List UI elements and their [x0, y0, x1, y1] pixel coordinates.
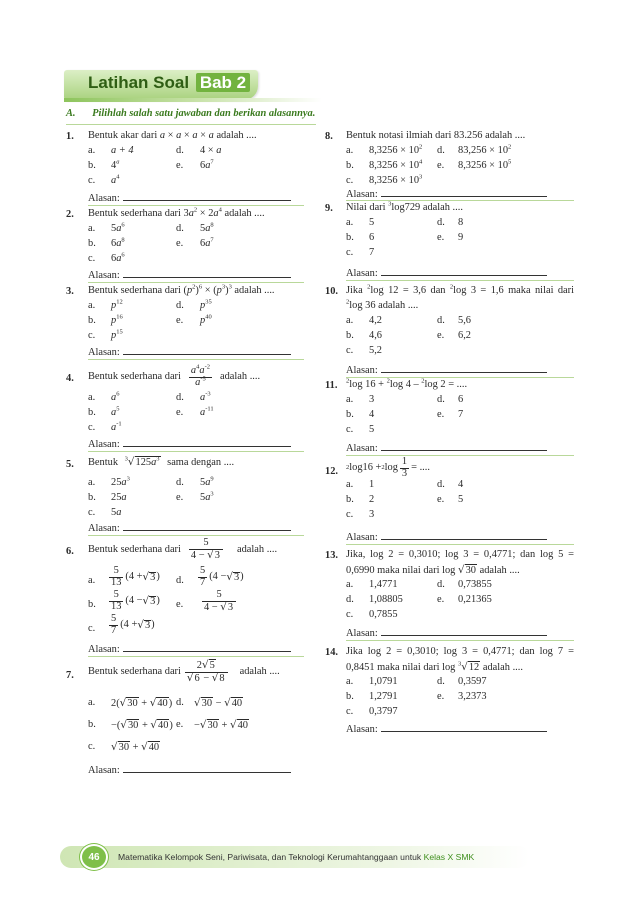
alasan-field[interactable] — [88, 765, 291, 776]
option-d[interactable]: d. — [437, 217, 445, 228]
option-c-value: $\frac{5}{7}$ (4 + √ 3 ) — [111, 613, 155, 636]
option-e-value: 9 — [458, 232, 464, 243]
question-text-before: Bentuk — [88, 457, 119, 468]
option-d-value: $a^{-3}$ — [200, 390, 211, 403]
question-text-after: adalah .... — [219, 371, 261, 383]
alasan-label: Alasan: — [88, 270, 120, 281]
question-number: 1. — [66, 131, 74, 142]
option-c[interactable]: c. — [346, 609, 354, 620]
option-c-value: 7 — [369, 247, 375, 258]
question-text: $^2$log 16 + $^2$log 4 – $^2$log 2 = .... — [346, 377, 468, 390]
option-d-value: $83,256 \times 10^2$ — [458, 143, 512, 156]
option-b[interactable]: b. — [88, 315, 96, 326]
option-b[interactable]: b. — [346, 330, 354, 341]
option-b[interactable]: d. — [346, 594, 354, 605]
option-c-value: 5 — [369, 424, 375, 435]
option-a[interactable]: a. — [88, 392, 96, 403]
option-c[interactable]: c. — [346, 509, 354, 520]
question-text-line2 — [346, 662, 523, 673]
option-a[interactable]: a. — [346, 479, 354, 490]
question-number: 5. — [66, 459, 74, 470]
option-b[interactable]: b. — [88, 492, 96, 503]
option-a-value: $25a^3$ — [111, 475, 130, 488]
option-c-value: $p^{15}$ — [111, 328, 123, 341]
option-e-value: 7 — [458, 409, 464, 420]
question-number: 11. — [325, 380, 338, 391]
header-accent-bar — [64, 98, 322, 102]
option-e-value: 6,2 — [458, 330, 471, 341]
option-a-value: 1,4771 — [369, 579, 398, 590]
option-e-value: $8,3256 \times 10^5$ — [458, 158, 512, 171]
question-text-before: 0,8451 maka nilai dari log — [346, 662, 456, 673]
option-b[interactable]: b. — [346, 494, 354, 505]
option-d-value: 5,6 — [458, 315, 471, 326]
question-text-after: adalah .... — [482, 662, 523, 673]
question-text — [88, 538, 277, 562]
question-number: 12. — [325, 466, 338, 477]
option-e[interactable]: e. — [437, 232, 445, 243]
question-text: Bentuk sederhana dari $(p^2)^6 \times (p^3)^3$ adalah .... — [88, 283, 275, 296]
footer-book-title: Matematika Kelompok Seni, Pariwisata, dan Teknologi Kerumahtanggaan untuk — [118, 852, 422, 862]
option-b[interactable]: b. — [88, 599, 96, 610]
cube-root-expression: $^3√125a^3$ — [124, 455, 160, 468]
option-e-value: $5a^3$ — [200, 490, 214, 503]
option-e[interactable]: e. — [437, 594, 445, 605]
option-b[interactable]: b. — [88, 719, 96, 730]
option-a[interactable]: a. — [88, 575, 96, 586]
option-d[interactable]: d. — [176, 477, 184, 488]
option-b-value: $a^5$ — [111, 405, 120, 418]
option-e-value: 3,2373 — [458, 691, 487, 702]
alasan-label: Alasan: — [88, 765, 120, 776]
section-instruction — [66, 108, 315, 119]
option-b-value: 25a — [111, 492, 127, 503]
divider — [88, 451, 304, 452]
option-d-value: $\frac{5}{7}$ (4 − √ 3 ) — [200, 565, 244, 588]
divider — [88, 656, 304, 657]
question-text-after: adalah .... — [479, 565, 520, 576]
option-c[interactable]: c. — [346, 424, 354, 435]
option-a-value: 1 — [369, 479, 375, 490]
option-a-value: $\frac{5}{13}$ (4 + √ 3 ) — [111, 565, 160, 588]
option-c[interactable]: c. — [88, 175, 96, 186]
option-a-value: $a^6$ — [111, 390, 120, 403]
option-e-value: $\frac{5}{4 - √3}$ — [200, 590, 238, 614]
fraction: $\frac{5}{4 - √3}$ — [189, 538, 223, 562]
divider — [346, 377, 574, 378]
question-text — [88, 363, 261, 389]
option-b-value: 2 — [369, 494, 375, 505]
alasan-label: Alasan: — [88, 644, 120, 655]
option-a[interactable]: a. — [88, 477, 96, 488]
question-number: 13. — [325, 550, 338, 561]
option-d[interactable]: d. — [437, 315, 445, 326]
option-e-value: $6a^7$ — [200, 236, 214, 249]
option-a-value: 3 — [369, 394, 375, 405]
option-d-value: $5a^8$ — [200, 221, 214, 234]
alasan-label: Alasan: — [88, 439, 120, 450]
alasan-field[interactable] — [88, 644, 291, 655]
title-text: Latihan Soal — [88, 73, 190, 92]
option-e[interactable]: e. — [176, 492, 184, 503]
option-c-value: 5a — [111, 507, 122, 518]
fraction: $\frac{2√5}{√6 - √8}$ — [185, 660, 228, 685]
option-a[interactable]: a. — [346, 676, 354, 687]
option-e-value: 5 — [458, 494, 464, 505]
option-b[interactable]: b. — [346, 409, 354, 420]
question-text: Bentuk akar dari a × a × a × a adalah .... — [88, 130, 257, 141]
option-c-value: $6a^6$ — [111, 251, 125, 264]
question-number: 2. — [66, 209, 74, 220]
option-d-value: 8 — [458, 217, 464, 228]
alasan-label: Alasan: — [346, 268, 378, 279]
option-e[interactable]: e. — [176, 315, 184, 326]
option-b-value: 6 — [369, 232, 375, 243]
question-text — [88, 457, 234, 468]
divider — [346, 640, 574, 641]
alasan-field[interactable] — [346, 268, 547, 279]
divider — [88, 359, 304, 360]
question-text-before: Bentuk sederhana dari — [88, 666, 181, 678]
question-text — [88, 660, 280, 685]
option-c-value: √30 + √40 — [111, 741, 160, 753]
option-b[interactable]: b. — [88, 238, 96, 249]
footer-text — [118, 852, 474, 862]
option-a[interactable]: a. — [88, 300, 96, 311]
option-a[interactable]: a. — [346, 315, 354, 326]
option-d[interactable]: d. — [437, 394, 445, 405]
alasan-label: Alasan: — [346, 628, 378, 639]
option-e[interactable]: e. — [176, 160, 184, 171]
option-c[interactable]: c. — [88, 507, 96, 518]
question-text-before: Bentuk sederhana dari — [88, 371, 181, 383]
option-c[interactable]: c. — [88, 623, 96, 634]
option-e[interactable]: e. — [176, 238, 184, 249]
option-c[interactable]: c. — [88, 422, 96, 433]
option-b[interactable]: b. — [346, 160, 354, 171]
question-text: Bentuk sederhana dari $3a^2 \times 2a^4$ adalah .... — [88, 206, 265, 219]
question-text-after: adalah .... — [239, 666, 280, 678]
fraction: $\frac{a^4a^{-2}}{a^{-5}}$ — [190, 363, 210, 388]
option-a-value: 1,0791 — [369, 676, 398, 687]
cube-root-expression: $^3$√12 — [457, 660, 480, 673]
question-text-after: adalah .... — [237, 543, 278, 555]
alasan-field[interactable] — [346, 443, 547, 454]
question-number: 10. — [325, 286, 338, 297]
option-b[interactable]: b. — [346, 691, 354, 702]
option-a[interactable]: a. — [88, 145, 96, 156]
question-text-before: 0,6990 maka nilai dari log — [346, 565, 456, 576]
instruction-text: Pilihlah salah satu jawaban dan berikan alasannya. — [92, 108, 316, 119]
footer-class-label: Kelas X SMK — [423, 852, 475, 862]
option-e-value: 0,21365 — [458, 594, 492, 605]
option-b-value: 4,6 — [369, 330, 382, 341]
option-c[interactable]: c. — [346, 706, 354, 717]
page-number-badge — [80, 844, 108, 870]
option-b-value: $\frac{5}{13}$ (4 − √ 3 ) — [111, 589, 160, 612]
question-number: 3. — [66, 286, 74, 297]
question-text-line2: $^2$log 36 adalah .... — [346, 298, 419, 311]
option-a-value: $8,3256 \times 10^2$ — [369, 143, 423, 156]
alasan-field[interactable] — [88, 270, 291, 281]
question-text-line2 — [346, 565, 520, 576]
option-e[interactable]: e. — [176, 599, 184, 610]
option-e[interactable]: e. — [176, 719, 184, 730]
question-number: 6. — [66, 546, 74, 557]
option-a[interactable]: a. — [88, 697, 96, 708]
option-d[interactable]: d. — [176, 300, 184, 311]
page-number: 46 — [88, 851, 100, 863]
option-b[interactable]: b. — [88, 407, 96, 418]
option-c[interactable]: c. — [88, 253, 96, 264]
option-c-value: 5,2 — [369, 345, 382, 356]
question-text-after: sama dengan .... — [167, 457, 235, 468]
alasan-label: Alasan: — [346, 189, 378, 200]
option-d[interactable]: d. — [437, 145, 445, 156]
option-e-value: $6a^7$ — [200, 158, 214, 171]
option-c-value: $a^{-1}$ — [111, 420, 122, 433]
option-b-value: 1,2791 — [369, 691, 398, 702]
alasan-field[interactable] — [88, 439, 291, 450]
option-d-value: $p^{35}$ — [200, 298, 212, 311]
question-text-before: Bentuk sederhana dari — [88, 543, 181, 555]
alasan-label: Alasan: — [346, 724, 378, 735]
option-c-value: $a^4$ — [111, 173, 120, 186]
option-b-value: 1,08805 — [369, 594, 403, 605]
option-b-value: $6a^8$ — [111, 236, 125, 249]
alasan-field[interactable] — [88, 523, 291, 534]
option-e[interactable]: e. — [437, 691, 445, 702]
option-c[interactable]: c. — [346, 345, 354, 356]
option-d[interactable]: d. — [176, 575, 184, 586]
question-text: 2 log16 + 2 log $\frac{1}{3}$ = .... — [346, 456, 430, 479]
sqrt-expression: √30 — [457, 564, 476, 576]
question-text-line1: Jika, log 2 = 0,3010; log 3 = 0,4771; dan log 5 = — [346, 549, 574, 560]
question-number: 4. — [66, 373, 74, 384]
option-a-value: 2(√30 + √40) — [111, 697, 173, 709]
option-d[interactable]: d. — [176, 223, 184, 234]
option-b-value: $8,3256 \times 10^4$ — [369, 158, 423, 171]
question-number: 14. — [325, 647, 338, 658]
question-text: Nilai dari $^3$log729 adalah .... — [346, 200, 463, 213]
option-b[interactable]: b. — [88, 160, 96, 171]
option-b-value: 4 — [369, 409, 375, 420]
option-d-value: 4 — [458, 479, 464, 490]
option-c[interactable]: c. — [88, 741, 96, 752]
option-c[interactable]: c. — [88, 330, 96, 341]
divider — [88, 282, 304, 283]
option-e-value: $p^{40}$ — [200, 313, 212, 326]
alasan-label: Alasan: — [88, 193, 120, 204]
option-d[interactable]: d. — [437, 479, 445, 490]
option-a[interactable]: a. — [88, 223, 96, 234]
option-c-value: 0,7855 — [369, 609, 398, 620]
question-number: 9. — [325, 203, 333, 214]
divider — [346, 280, 574, 281]
section-letter: A. — [66, 108, 76, 119]
option-d-value: 6 — [458, 394, 464, 405]
option-a[interactable]: a. — [346, 217, 354, 228]
question-number: 7. — [66, 670, 74, 681]
option-d[interactable]: d. — [176, 392, 184, 403]
alasan-field[interactable] — [346, 532, 547, 543]
option-c-value: 0,3797 — [369, 706, 398, 717]
option-c-value: $8,3256 \times 10^3$ — [369, 173, 423, 186]
divider — [346, 455, 574, 456]
alasan-label: Alasan: — [88, 523, 120, 534]
option-a-value: $p^{12}$ — [111, 298, 123, 311]
option-b[interactable]: b. — [346, 232, 354, 243]
alasan-field[interactable] — [346, 365, 547, 376]
option-a-value: $5a^6$ — [111, 221, 125, 234]
option-d-value: 4 × a — [200, 145, 222, 156]
alasan-field[interactable] — [346, 189, 547, 200]
option-a-value: 4,2 — [369, 315, 382, 326]
option-a-value: 5 — [369, 217, 375, 228]
alasan-field[interactable] — [88, 193, 291, 204]
page-title — [88, 73, 250, 93]
option-b-value: 4$^a$ — [111, 158, 120, 171]
option-b-value: $p^{16}$ — [111, 313, 123, 326]
option-a[interactable]: a. — [346, 579, 354, 590]
alasan-label: Alasan: — [346, 532, 378, 543]
option-d-value: $5a^9$ — [200, 475, 214, 488]
option-d[interactable]: d. — [437, 579, 445, 590]
alasan-field[interactable] — [346, 628, 547, 639]
option-e[interactable]: e. — [437, 160, 445, 171]
question-text: Bentuk notasi ilmiah dari 83.256 adalah .... — [346, 130, 526, 141]
option-d-value: √30 − √40 — [194, 697, 243, 709]
option-a[interactable]: a. — [346, 145, 354, 156]
option-a[interactable]: a. — [346, 394, 354, 405]
option-e-value: −√30 + √40 — [194, 719, 248, 731]
divider — [346, 544, 574, 545]
option-d[interactable]: d. — [437, 676, 445, 687]
option-e-value: $a^{-11}$ — [200, 405, 214, 418]
question-number: 8. — [325, 131, 333, 142]
instruction-rule — [66, 124, 316, 125]
option-e[interactable]: e. — [437, 409, 445, 420]
alasan-field[interactable] — [88, 347, 291, 358]
option-a-value: a + 4 — [111, 145, 134, 156]
option-c[interactable]: c. — [346, 175, 354, 186]
option-e[interactable]: e. — [176, 407, 184, 418]
question-text-line1: Jika $^2$log 12 = 3,6 dan $^2$log 3 = 1,6 maka nilai dari — [346, 283, 574, 296]
option-d[interactable]: d. — [176, 697, 184, 708]
option-d[interactable]: d. — [176, 145, 184, 156]
option-e[interactable]: e. — [437, 330, 445, 341]
alasan-label: Alasan: — [346, 365, 378, 376]
option-c[interactable]: c. — [346, 247, 354, 258]
option-b-value: −(√30 + √40) — [111, 719, 173, 731]
chapter-badge: Bab 2 — [196, 73, 250, 92]
alasan-label: Alasan: — [346, 443, 378, 454]
question-text-line1: Jika log 2 = 0,3010; log 3 = 0,4771; dan log 7 = — [346, 646, 574, 657]
alasan-label: Alasan: — [88, 347, 120, 358]
divider — [88, 535, 304, 536]
option-c-value: 3 — [369, 509, 375, 520]
divider — [346, 200, 574, 201]
option-e[interactable]: e. — [437, 494, 445, 505]
option-d-value: 0,73855 — [458, 579, 492, 590]
option-d-value: 0,3597 — [458, 676, 487, 687]
alasan-field[interactable] — [346, 724, 547, 735]
